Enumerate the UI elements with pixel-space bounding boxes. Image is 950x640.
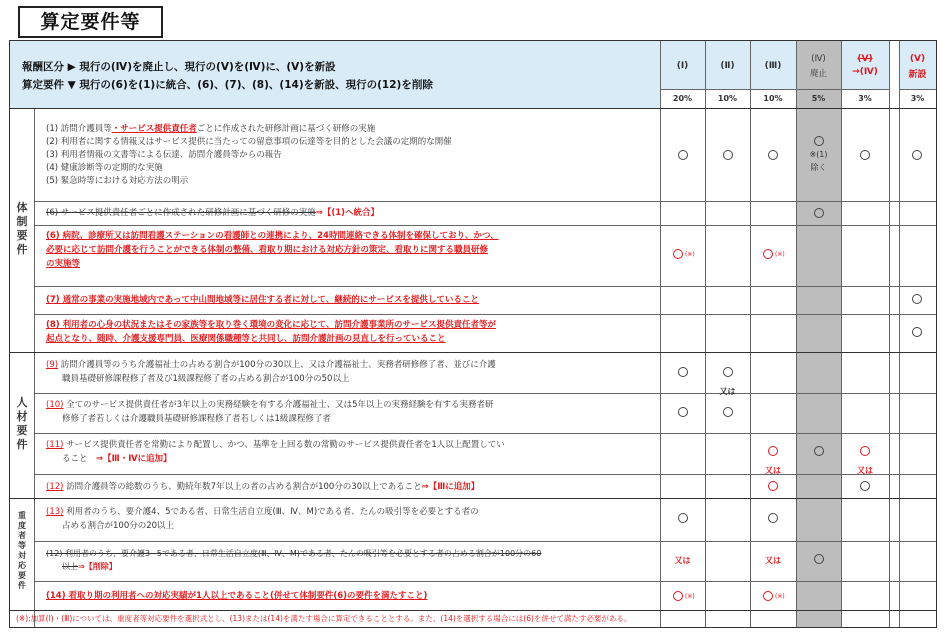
req-9-line1: (9) 訪問介護員等のうち介護福祉士の占める割合が100分の30以上、又は介護福祉士、実務者研修修了者、並びに介護: [46, 360, 496, 370]
check-mark: [860, 481, 870, 491]
or-label: 又は: [765, 466, 781, 475]
asterisk-mark: (※): [775, 251, 785, 258]
abolished-column: [796, 41, 841, 627]
asterisk-mark: (※): [775, 593, 785, 600]
req-3: (3) 利用者情報の文書等による伝達、訪問介護員等からの報告: [46, 150, 282, 160]
req-10-line1: (10) 全てのサービス提供責任者が3年以上の実務経験を有する介護福祉士、又は5年以上の実務経験を有する実務者研: [46, 400, 494, 410]
req-6-line2: 必要に応じて訪問介護を行うことができる体制の整備、看取り期における対応方針の策定、看取りに関する職員研修: [46, 245, 489, 255]
check-mark: [860, 446, 870, 456]
or-label: 又は: [765, 556, 781, 565]
footnote: (※):加算(Ⅰ)・(Ⅲ)については、重度者等対応要件を選択式とし、(13)または(14)を満たす場合に算定できることとする。また、(14)を選択する場合には(6)を併せて満たす必要がある。: [16, 614, 632, 623]
or-label: 又は: [674, 556, 691, 565]
req-14: (14) 看取り期の利用者への対応実績が1人以上であること(併せて体制要件(6)の要件を満たすこと): [46, 591, 428, 601]
req-4: (4) 健康診断等の定期的な実施: [46, 163, 163, 173]
header-line-1: 報酬区分 ▶ 現行の(Ⅳ)を廃止し、現行の(Ⅴ)を(Ⅳ)に、(Ⅴ)を新設: [22, 61, 336, 73]
req-7: (7) 通常の事業の実施地域内であって中山間地域等に居住する者に対して、継続的にサービスを提供していること: [46, 295, 479, 305]
req-5: (5) 緊急時等における対応方法の明示: [46, 176, 189, 186]
col-3-label: (Ⅲ): [764, 61, 782, 71]
header-cell: [10, 41, 660, 108]
check-mark: [678, 367, 688, 377]
col-3-pct: 10%: [763, 94, 783, 103]
col-1-pct: 20%: [672, 94, 693, 103]
col-5-label: (Ⅴ): [857, 54, 873, 64]
page-title: 算定要件等: [18, 6, 163, 38]
requirements-table: [9, 40, 937, 628]
check-mark: [678, 407, 688, 417]
asterisk-mark: (※): [685, 251, 695, 258]
check-mark: [763, 249, 773, 259]
check-mark: [678, 513, 688, 523]
iv-note: ※(1): [809, 150, 828, 159]
col-1-label: (Ⅰ): [676, 61, 689, 71]
req-11-line2: ること ⇒【Ⅲ・Ⅳに追加】: [62, 454, 172, 464]
col-6-label: (Ⅴ): [909, 54, 926, 64]
check-mark: [723, 367, 733, 377]
check-mark: [768, 446, 778, 456]
check-mark: [673, 249, 683, 259]
req-13-line1: (13) 利用者のうち、要介護4、5である者、日常生活自立度(Ⅲ、Ⅳ、M)である者、たんの吸引等を必要とする者の: [46, 507, 479, 517]
or-label: 又は: [857, 466, 873, 475]
check-mark: [912, 327, 922, 337]
check-mark: [678, 150, 688, 160]
col-2-label: (Ⅱ): [720, 61, 735, 71]
req-2: (2) 利用者に関する情報又はサービス提供に当たっての留意事項の伝達等を目的とした会議の定期的な開催: [46, 137, 452, 147]
or-label: 又は: [719, 387, 736, 396]
check-mark: [673, 591, 683, 601]
req-9-line2: 職員基礎研修課程修了者及び1級課程修了者の占める割合が100分の50以上: [62, 374, 350, 384]
check-mark: [814, 554, 824, 564]
col-4-pct: 5%: [811, 94, 826, 103]
check-mark: [814, 208, 824, 218]
check-mark: [768, 150, 778, 160]
col-5-pct: 3%: [858, 94, 872, 103]
col-6-pct: 3%: [910, 94, 925, 103]
check-mark: [768, 481, 778, 491]
check-mark: [912, 150, 922, 160]
req-old-6: (6) サービス提供責任者ごとに作成された研修計画に基づく研修の実施⇒【(1)へ統合】: [46, 208, 380, 218]
check-mark: [814, 136, 824, 146]
check-mark: [814, 446, 824, 456]
req-old-12-line1: (12) 利用者のうち、要介護3~5である者、日常生活自立度(Ⅲ、Ⅳ、M)である者、たんの吸引等を必要とする者の占める割合が100分の60: [46, 549, 542, 558]
check-mark: [723, 407, 733, 417]
col-2-pct: 10%: [717, 94, 738, 103]
asterisk-mark: (※): [685, 593, 695, 600]
iv-note-2: 除く: [810, 163, 827, 172]
req-1: (1) 訪問介護員等・サービス提供責任者ごとに作成された研修計画に基づく研修の実施: [46, 124, 376, 134]
req-12: (12) 訪問介護員等の総数のうち、勤続年数7年以上の者の占める割合が100分の30以上であること⇒【Ⅲに追加】: [46, 482, 480, 492]
group-jinzai: 人材要件: [16, 396, 28, 451]
group-juudo: 重度者等対応要件: [18, 511, 26, 590]
req-11-line1: (11) サービス提供責任者を常勤により配置し、かつ、基準を上回る数の常勤のサービス提供責任者を1人以上配置してい: [46, 440, 505, 450]
req-8-line2: 起点となり、随時、介護支援専門員、医療関係職種等と共同し、訪問介護計画の見直しを行っていること: [46, 334, 446, 344]
col-4-sub: 廃止: [809, 69, 827, 79]
check-mark: [768, 513, 778, 523]
req-6-line1: (6) 病院、診療所又は訪問看護ステーションの看護師との連携により、24時間連絡できる体制を確保しており、かつ、: [46, 231, 499, 241]
check-mark: [860, 150, 870, 160]
check-mark: [723, 150, 733, 160]
req-8-line1: (8) 利用者の心身の状況またはその家族等を取り巻く環境の変化に応じて、訪問介護事業所のサービス提供責任者等が: [46, 320, 496, 330]
check-mark: [912, 294, 922, 304]
check-mark: [763, 591, 773, 601]
req-6-line3: の実施等: [46, 259, 81, 269]
req-10-line2: 修修了者若しくは介護職員基礎研修課程修了者若しくは1級課程修了者: [62, 414, 331, 424]
req-13-line2: 占める割合が100分の20以上: [62, 521, 175, 531]
req-old-12-line2: 以上⇒【削除】: [62, 562, 117, 571]
col-4-label: (Ⅳ): [811, 54, 826, 64]
header-line-2: 算定要件 ▼ 現行の(6)を(1)に統合、(6)、(7)、(8)、(14)を新設、現行の(12)を削除: [22, 79, 433, 91]
col-5-sub: →(Ⅳ): [852, 67, 878, 77]
group-taisei: 体制要件: [16, 201, 28, 256]
col-6-sub: 新設: [908, 70, 927, 80]
